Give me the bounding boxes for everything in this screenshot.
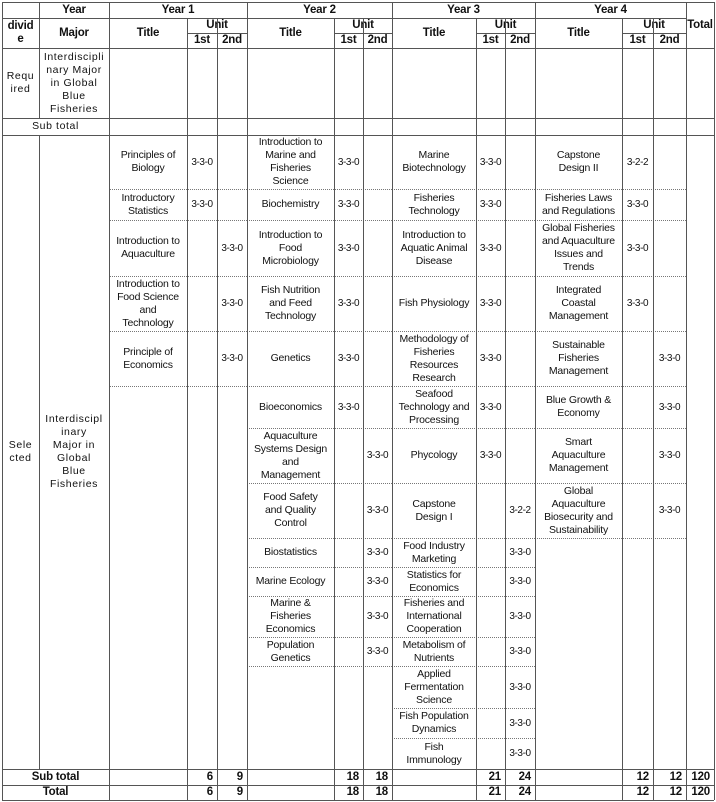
course-unit-second: 3-3-0: [509, 748, 531, 759]
title-heading: Title: [279, 26, 302, 39]
course-unit-second: [505, 331, 535, 386]
course-unit-first: [334, 637, 363, 666]
course-title: Fish Nutrition and Feed Technology: [260, 284, 321, 322]
course-unit-second: [505, 135, 535, 189]
required-label: Requ ired: [6, 70, 35, 95]
course-unit-second: [363, 220, 392, 276]
total-second-value: 12: [669, 786, 682, 798]
course-unit-first: [334, 567, 363, 596]
row-divider: [622, 33, 686, 34]
column-divider: [505, 18, 506, 800]
course-title: Genetics: [270, 352, 311, 364]
subtotal-label: Sub total: [31, 770, 80, 783]
title-heading: Title: [422, 26, 446, 39]
course-title: Fish Immunology: [406, 740, 462, 766]
course-title: Marine & Fisheries Economics: [265, 597, 316, 635]
course-unit-first: 3-3-0: [337, 298, 360, 309]
course-title: Fish Population Dynamics: [399, 710, 469, 735]
course-title: Introduction to Aquaculture: [116, 235, 180, 260]
course-title: Sustainable Fisheries Management: [548, 339, 609, 377]
course-unit-second: [505, 189, 535, 220]
course-title: Food Industry Marketing: [403, 539, 465, 565]
subtotal-second-value: 12: [669, 770, 682, 783]
course-title: Applied Fermentation Science: [404, 667, 464, 706]
subtotal-second-value: 24: [518, 770, 531, 783]
total-heading: Total: [687, 18, 713, 31]
total-second-value: 18: [375, 786, 388, 798]
course-title: Methodology of Fisheries Resources Research: [399, 332, 469, 384]
course-title: Principle of Economics: [123, 345, 173, 371]
course-unit-second: [505, 386, 535, 428]
course-unit-second: 3-3-0: [221, 298, 243, 309]
subtotal-second-value: 9: [236, 770, 243, 783]
selected-label: Sele cted: [8, 439, 33, 464]
course-unit-second: [363, 276, 392, 331]
course-unit-first: 3-3-0: [479, 156, 502, 168]
course-unit-first: [622, 331, 653, 386]
required-subtotal-label: Sub total: [32, 120, 79, 132]
course-unit-second: [363, 386, 392, 428]
column-divider: [392, 2, 393, 800]
column-divider: [622, 18, 623, 800]
course-title: Principles of Biology: [120, 149, 176, 174]
course-unit-second: 3-3-0: [366, 505, 389, 516]
course-unit-second: 3-3-0: [509, 717, 531, 729]
row-divider: [2, 18, 109, 19]
course-title: Introductory Statistics: [121, 191, 175, 217]
course-unit-first: [476, 666, 505, 708]
course-unit-second: 3-3-0: [658, 353, 681, 364]
course-unit-second: 3-3-0: [366, 646, 389, 657]
course-unit-first: [622, 428, 653, 483]
course-title: Biostatistics: [264, 546, 317, 558]
course-unit-first: 3-3-0: [479, 450, 502, 461]
course-title: Bioeconomics: [259, 400, 322, 413]
column-divider: [247, 2, 248, 800]
year-heading: Year 1: [161, 3, 195, 16]
course-unit-second: 3-3-0: [509, 611, 531, 622]
course-unit-first: 3-3-0: [479, 353, 502, 364]
course-unit-first: [334, 538, 363, 567]
course-title: Capstone Design I: [412, 497, 456, 523]
course-unit-second: [653, 135, 686, 189]
column-divider: [2, 2, 3, 800]
course-unit-second: [505, 428, 535, 483]
subtotal-first-value: 21: [488, 770, 501, 783]
course-unit-first: [334, 428, 363, 483]
course-unit-second: [363, 135, 392, 189]
course-unit-first: 3-3-0: [479, 298, 502, 309]
row-divider: [2, 800, 714, 801]
total-first-value: 18: [346, 786, 359, 798]
course-unit-first: [476, 637, 505, 666]
course-title: Phycology: [410, 449, 458, 461]
course-unit-second: [653, 189, 686, 220]
first-semester-heading: 1st: [340, 34, 357, 46]
year-label: Year: [62, 3, 86, 16]
title-heading: Title: [136, 26, 160, 39]
course-unit-first: 3-3-0: [191, 199, 213, 210]
course-unit-first: 3-3-0: [626, 199, 649, 210]
course-title: Seafood Technology and Processing: [398, 387, 470, 426]
row-divider: [109, 18, 686, 19]
first-semester-heading: 1st: [482, 34, 499, 46]
course-unit-second: 3-3-0: [221, 242, 243, 254]
subtotal-first-value: 18: [346, 770, 359, 783]
column-divider: [653, 18, 654, 800]
total-second-value: 24: [518, 786, 531, 798]
course-unit-second: 3-3-0: [658, 450, 681, 461]
course-unit-first: 3-3-0: [626, 242, 649, 254]
total-first-value: 21: [488, 786, 501, 798]
required-major: Interdiscipli nary Major in Global Blue Fisheries: [43, 50, 105, 115]
course-unit-second: 3-3-0: [658, 505, 681, 516]
course-title: Smart Aquaculture Management: [548, 436, 609, 474]
course-unit-second: [653, 276, 686, 331]
unit-heading: Unit: [643, 19, 665, 31]
course-unit-second: [217, 189, 247, 220]
column-divider: [109, 2, 110, 800]
row-divider: [535, 538, 686, 539]
course-unit-second: 3-3-0: [366, 611, 389, 622]
unit-heading: Unit: [494, 19, 517, 31]
title-heading: Title: [567, 26, 590, 39]
course-title: Introduction to Food Microbiology: [258, 228, 323, 267]
column-divider: [476, 18, 477, 800]
course-unit-second: 3-3-0: [366, 450, 389, 461]
course-unit-first: [622, 386, 653, 428]
subtotal-grand-value: 120: [691, 770, 710, 783]
course-unit-second: 3-3-0: [366, 547, 389, 558]
course-unit-second: 3-2-2: [509, 505, 531, 516]
course-unit-second: [653, 220, 686, 276]
course-title: Global Fisheries and Aquaculture Issues and Trends: [542, 222, 615, 273]
course-unit-second: [217, 135, 247, 189]
course-unit-second: [505, 276, 535, 331]
course-unit-first: 3-3-0: [479, 242, 502, 254]
course-unit-second: 3-3-0: [509, 576, 531, 587]
column-divider: [39, 135, 40, 769]
course-unit-first: [476, 708, 505, 738]
course-title: Marine Ecology: [255, 575, 326, 587]
selected-major: Interdiscipl inary Major in Global Blue Fisheries: [45, 413, 103, 490]
course-title: Aquaculture Systems Design and Management: [253, 429, 328, 481]
column-divider: [187, 18, 188, 800]
second-semester-heading: 2nd: [659, 34, 680, 46]
course-title: Metabolism of Nutrients: [402, 638, 466, 664]
course-unit-first: [476, 538, 505, 567]
year-label-cell: [2, 2, 39, 18]
course-unit-first: 3-3-0: [337, 242, 360, 254]
course-unit-first: [622, 483, 653, 538]
first-semester-heading: 1st: [629, 34, 646, 46]
column-divider: [334, 18, 335, 800]
course-unit-first: 3-3-0: [479, 199, 502, 210]
second-semester-heading: 2nd: [367, 34, 388, 46]
column-divider: [714, 2, 715, 800]
course-title: Biochemistry: [261, 198, 320, 210]
course-title: Introduction to Food Science and Technology: [116, 277, 180, 329]
course-unit-first: 3-3-0: [191, 156, 213, 168]
course-title: Fisheries Technology: [408, 191, 460, 217]
course-unit-second: 3-3-0: [509, 646, 531, 657]
course-title: Fish Physiology: [398, 297, 470, 309]
course-unit-second: 3-3-0: [366, 576, 389, 587]
course-unit-first: 3-3-0: [337, 401, 360, 413]
course-unit-first: 3-3-0: [337, 199, 360, 210]
subtotal-second-value: 18: [375, 770, 388, 783]
column-divider: [686, 2, 687, 800]
course-unit-second: [505, 220, 535, 276]
course-unit-first: [334, 596, 363, 637]
course-unit-first: [476, 483, 505, 538]
row-divider: [109, 386, 247, 387]
divide-heading: divid e: [7, 20, 34, 45]
course-unit-first: [334, 483, 363, 538]
course-title: Food Safety and Quality Control: [263, 491, 318, 529]
course-unit-first: [187, 276, 217, 331]
course-title: Fisheries Laws and Regulations: [542, 191, 615, 217]
column-divider: [217, 18, 218, 800]
total-first-value: 6: [206, 786, 213, 798]
second-semester-heading: 2nd: [510, 34, 530, 46]
course-title: Global Aquaculture Biosecurity and Sustainability: [544, 484, 613, 536]
total-label: Total: [42, 786, 69, 798]
year-heading: Year 2: [303, 3, 336, 16]
course-title: Fisheries and International Cooperation: [403, 597, 465, 635]
total-second-value: 9: [236, 786, 243, 798]
course-unit-first: 3-3-0: [337, 156, 360, 168]
course-unit-first: 3-3-0: [337, 353, 360, 364]
course-unit-second: [363, 189, 392, 220]
unit-heading: Unit: [352, 19, 374, 31]
year-heading: Year 3: [447, 3, 480, 16]
course-title: Introduction to Marine and Fisheries Science: [258, 136, 323, 187]
column-divider: [363, 18, 364, 800]
first-semester-heading: 1st: [193, 34, 211, 46]
course-unit-first: [187, 331, 217, 386]
total-grand-value: 120: [691, 786, 710, 798]
course-unit-first: 3-3-0: [626, 298, 649, 309]
unit-heading: Unit: [206, 19, 228, 31]
course-unit-second: 3-3-0: [509, 681, 531, 693]
course-title: Population Genetics: [266, 638, 315, 664]
second-semester-heading: 2nd: [222, 34, 242, 46]
course-unit-second: 3-3-0: [221, 353, 243, 364]
total-first-value: 12: [636, 786, 649, 798]
column-divider: [39, 2, 40, 118]
course-unit-first: [187, 220, 217, 276]
course-title: Capstone Design II: [556, 149, 601, 174]
subtotal-first-value: 6: [206, 770, 213, 783]
course-unit-first: [476, 596, 505, 637]
course-title: Introduction to Aquatic Animal Disease: [400, 228, 468, 267]
course-unit-first: [476, 567, 505, 596]
course-unit-second: 3-3-0: [658, 401, 681, 413]
course-title: Statistics for Economics: [406, 568, 462, 594]
course-unit-second: [363, 331, 392, 386]
row-divider: [247, 666, 392, 667]
course-title: Integrated Coastal Management: [548, 284, 609, 322]
major-heading: Major: [59, 26, 89, 39]
column-divider: [535, 2, 536, 800]
course-unit-first: [476, 738, 505, 769]
subtotal-first-value: 12: [636, 770, 649, 783]
year-heading: Year 4: [594, 3, 627, 16]
course-unit-second: 3-3-0: [509, 547, 531, 558]
course-title: Blue Growth & Economy: [545, 394, 612, 419]
course-unit-first: 3-2-2: [626, 156, 649, 168]
course-title: Marine Biotechnology: [402, 149, 466, 174]
course-unit-first: 3-3-0: [479, 401, 502, 413]
